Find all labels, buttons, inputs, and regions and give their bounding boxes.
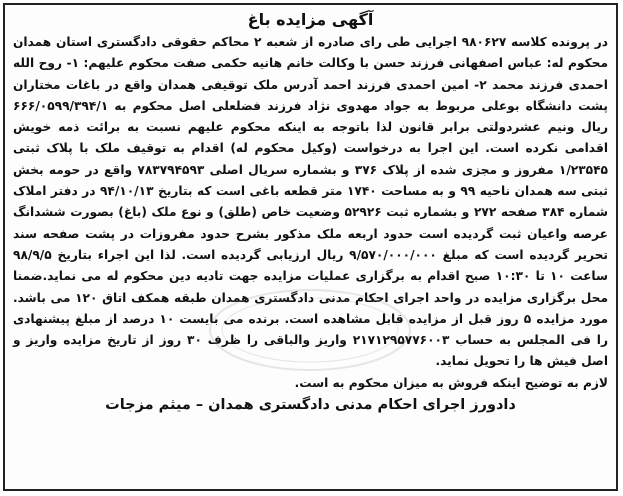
notice-body [13,32,608,373]
notice-paragraph-intro: در پرونده کلاسه ۹۸۰۶۲۷ اجرایی طی رای صادره از شعبه ۲ محاکم حقوقی دادگستری استان همدان محکوم له: عباس اصفهانی فرزند حسن با وکالت خانم هانیه حکمی صفت محکوم علیهم: [13,35,608,71]
notice-signature: دادورز اجرای احکام مدنی دادگستری همدان – میثم مزجات [105,396,516,413]
notice-title: آگهی مزایده باغ [247,10,374,29]
notice-paragraph-details: ۱- روح الله احمدی فرزند محمد ۲- امین احمدی فرزند احمد آدرس ملک توقیفی همدان واقع در باغات مختاران پشت دانشگاه بوعلی مربوط به جواد مهدوی نژاد فرزند فضلعلی اصل محکوم به ۶۶۶/۰۵۹۹/۳۹۴/۱ ریال ونیم عشردولتی برابر قانون لذا باتوجه به اینکه محکوم علیهم نسبت به برائت ذمه خویش اقدامی نکرده است. این اجرا به درخواست (وکیل محکوم له) اقدام به توقیف ملک با پلاک ثبتی ۱/۲۳۵۴۵ مفروز و مجزی شده از پلاک ۳۷۶ و بشماره سریال اصلی ۷۸۳۷۹۴۵۹۳ واقع در حومه بخش ثبتی سه همدان ناحیه ۹۹ و به مساحت ۱۷۴۰ متر قطعه باغی است که بتاریخ ۹۴/۱۰/۱۳ در دفتر املاک شماره ۳۸۴ صفحه ۲۷۲ و بشماره ثبت ۵۲۹۲۶ وضعیت خاص (طلق) و نوع ملک (باغ) بصورت ششدانگ عرصه واعیان ثبت گردیده است حدود اربعه ملک مذکور بشرح حدود مفروزات در پشت صفحه سند تحریر گردیده است که مبلغ ۹/۵۷۰/۰۰۰/۰۰۰ ریال ارزیابی گردیده است. لذا این اجراء بتاریخ ۹۸/۹/۵ ساعت ۱۰ تا ۱۰:۳۰ صبح اقدام به برگزاری عملیات مزایده جهت تادیه دین محکوم له می نماید.ضمنا محل برگزاری مزایده در واحد اجرای احکام مدنی دادگستری همدان طبقه همکف اتاق ۱۲۰ می باشد. مورد مزایده ۵ روز قبل از مزایده قابل مشاهده است. برنده می بایست ۱۰ درصد از مبلغ پیشنهادی را فی المجلس به حساب ۲۱۷۱۲۹۵۷۷۶۰۰۳ واریز والباقی را ظرف ۳۰ روز از تاریخ مزایده واریز و اصل فیش ها را تحویل نماید. [13,56,609,369]
notice-closing: لازم به توضیح اینکه فروش به میزان محکوم به است. [294,375,608,390]
auction-notice [3,3,618,491]
